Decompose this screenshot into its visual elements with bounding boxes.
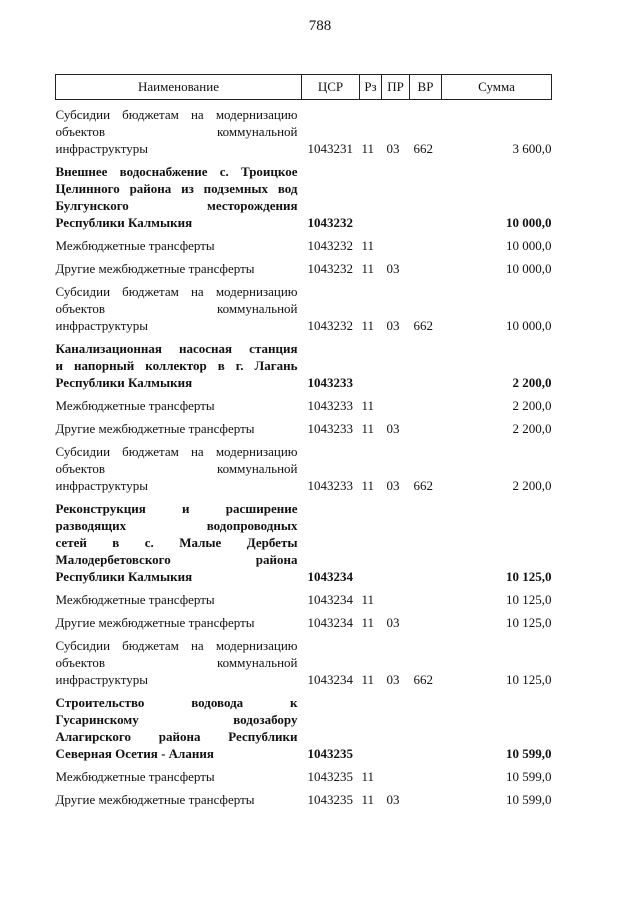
row-rz: 11 [361,792,375,807]
row-sum: 10 000,0 [506,215,552,230]
table-body [56,100,552,809]
row-name-line: Реконструкция и расширение [55,501,298,516]
row-name [56,277,302,334]
row-vr: 662 [413,141,433,156]
table-row [56,100,552,158]
table-row-section [56,157,552,231]
row-vr: 662 [413,318,433,333]
row-name-line: Республики Калмыкия [55,215,193,230]
row-pr: 03 [386,792,400,807]
row-pr: 03 [386,141,400,156]
row-name [56,688,302,762]
row-name-line: Субсидии бюджетам на модернизацию [55,638,298,653]
row-name [56,762,302,785]
row-sum: 10 000,0 [506,261,552,276]
header-vr: ВР [410,75,442,100]
row-pr [382,494,410,585]
row-name [56,414,302,437]
row-name-line: Другие межбюджетные трансферты [55,421,255,436]
row-pr [382,762,410,785]
table-row-section [56,334,552,391]
row-csr: 1043233 [307,478,353,493]
row-sum: 10 125,0 [506,592,552,607]
row-csr: 1043232 [307,261,353,276]
row-rz: 11 [361,318,375,333]
row-name [56,585,302,608]
row-name-line: объектов коммунальной [55,461,298,476]
row-vr [410,254,442,277]
row-vr: 662 [413,478,433,493]
row-csr: 1043233 [307,398,353,413]
table-row [56,608,552,631]
row-vr [410,334,442,391]
row-name-line: объектов коммунальной [55,301,298,316]
row-sum: 10 125,0 [506,569,552,584]
row-vr [410,688,442,762]
row-name-line: объектов коммунальной [55,655,298,670]
row-name-line: и напорный коллектор в г. Лагань [55,358,298,373]
row-csr: 1043234 [307,592,353,607]
row-name [56,334,302,391]
header-sum: Сумма [442,75,552,100]
table-row [56,437,552,494]
row-sum: 2 200,0 [512,421,552,436]
table-row [56,277,552,334]
row-name-line: Канализационная насосная станция [55,341,298,356]
budget-table [55,74,552,808]
row-name-line: сетей в с. Малые Дербеты [55,535,298,550]
row-vr [410,762,442,785]
row-name [56,437,302,494]
header-rz: Рз [360,75,382,100]
row-name-line: Другие межбюджетные трансферты [55,792,255,807]
row-vr [410,231,442,254]
table-row [56,762,552,785]
row-sum: 2 200,0 [512,375,552,390]
row-pr: 03 [386,672,400,687]
row-name-line: инфраструктуры [55,141,148,156]
row-rz [360,157,382,231]
table-header-row [56,75,552,100]
table-row-section [56,688,552,762]
row-name [56,254,302,277]
row-name-line: Целинного района из подземных вод [55,181,298,196]
row-rz: 11 [361,672,375,687]
row-vr [410,494,442,585]
row-name-line: Республики Калмыкия [55,375,193,390]
row-name-line: Булгунского месторождения [55,198,298,213]
row-vr [410,785,442,808]
row-vr [410,585,442,608]
header-name: Наименование [56,75,302,100]
row-name [56,608,302,631]
row-rz: 11 [361,478,375,493]
row-name [56,391,302,414]
row-name-line: Межбюджетные трансферты [55,769,215,784]
row-csr: 1043234 [307,615,353,630]
row-sum: 10 599,0 [506,746,552,761]
row-csr: 1043232 [307,215,353,230]
row-sum: 2 200,0 [512,398,552,413]
row-rz: 11 [361,261,375,276]
row-name-line: Малодербетовского района [55,552,298,567]
row-vr [410,608,442,631]
row-pr [382,157,410,231]
row-name-line: инфраструктуры [55,672,148,687]
row-rz [360,494,382,585]
row-rz: 11 [361,421,375,436]
row-sum: 10 000,0 [506,238,552,253]
row-rz: 11 [361,615,375,630]
row-csr: 1043232 [307,238,353,253]
row-name-line: Внешнее водоснабжение с. Троицкое [55,164,298,179]
table-row [56,231,552,254]
row-vr [410,391,442,414]
row-name [56,631,302,688]
row-name [56,785,302,808]
row-csr: 1043231 [307,141,353,156]
row-pr [382,334,410,391]
table-row [56,631,552,688]
row-pr: 03 [386,615,400,630]
table-row [56,585,552,608]
header-csr: ЦСР [302,75,360,100]
row-name-line: Субсидии бюджетам на модернизацию [55,444,298,459]
row-csr: 1043232 [307,318,353,333]
row-pr [382,585,410,608]
row-name-line: Алагирского района Республики [55,729,298,744]
row-name-line: Межбюджетные трансферты [55,592,215,607]
row-name-line: Межбюджетные трансферты [55,238,215,253]
row-sum: 2 200,0 [512,478,552,493]
row-csr: 1043235 [307,769,353,784]
row-vr: 662 [413,672,433,687]
row-pr: 03 [386,421,400,436]
row-csr: 1043235 [307,792,353,807]
row-rz [360,334,382,391]
row-sum: 10 125,0 [506,672,552,687]
row-name-line: Гусаринскому водозабору [55,712,298,727]
row-name-line: Другие межбюджетные трансферты [55,615,255,630]
row-rz [360,688,382,762]
row-name [56,157,302,231]
row-pr [382,231,410,254]
row-name-line: объектов коммунальной [55,124,298,139]
row-name-line: Северная Осетия - Алания [55,746,214,761]
row-csr: 1043235 [307,746,353,761]
row-name [56,231,302,254]
row-name-line: Республики Калмыкия [55,569,193,584]
row-name [56,100,302,158]
row-pr: 03 [386,478,400,493]
row-sum: 10 599,0 [506,792,552,807]
row-pr [382,391,410,414]
row-csr: 1043234 [307,569,353,584]
table-row [56,391,552,414]
row-pr: 03 [386,318,400,333]
row-pr: 03 [386,261,400,276]
row-name-line: Субсидии бюджетам на модернизацию [55,284,298,299]
row-csr: 1043234 [307,672,353,687]
table-row [56,254,552,277]
row-rz: 11 [361,398,375,413]
row-rz: 11 [361,769,375,784]
row-sum: 10 599,0 [506,769,552,784]
row-name-line: Строительство водовода к [55,695,298,710]
row-rz: 11 [361,592,375,607]
row-rz: 11 [361,238,375,253]
row-csr: 1043233 [307,421,353,436]
row-rz: 11 [361,141,375,156]
row-vr [410,414,442,437]
row-pr [382,688,410,762]
row-csr: 1043233 [307,375,353,390]
row-name-line: инфраструктуры [55,318,148,333]
row-name-line: Другие межбюджетные трансферты [55,261,255,276]
row-name-line: Межбюджетные трансферты [55,398,215,413]
table-row [56,785,552,808]
header-pr: ПР [382,75,410,100]
row-sum: 10 000,0 [506,318,552,333]
row-name [56,494,302,585]
row-name-line: инфраструктуры [55,478,148,493]
row-sum: 3 600,0 [512,141,552,156]
row-sum: 10 125,0 [506,615,552,630]
row-vr [410,157,442,231]
row-name-line: разводящих водопроводных [55,518,298,533]
page-number: 788 [308,18,332,34]
table-row-section [56,494,552,585]
table-row [56,414,552,437]
row-name-line: Субсидии бюджетам на модернизацию [55,107,298,122]
